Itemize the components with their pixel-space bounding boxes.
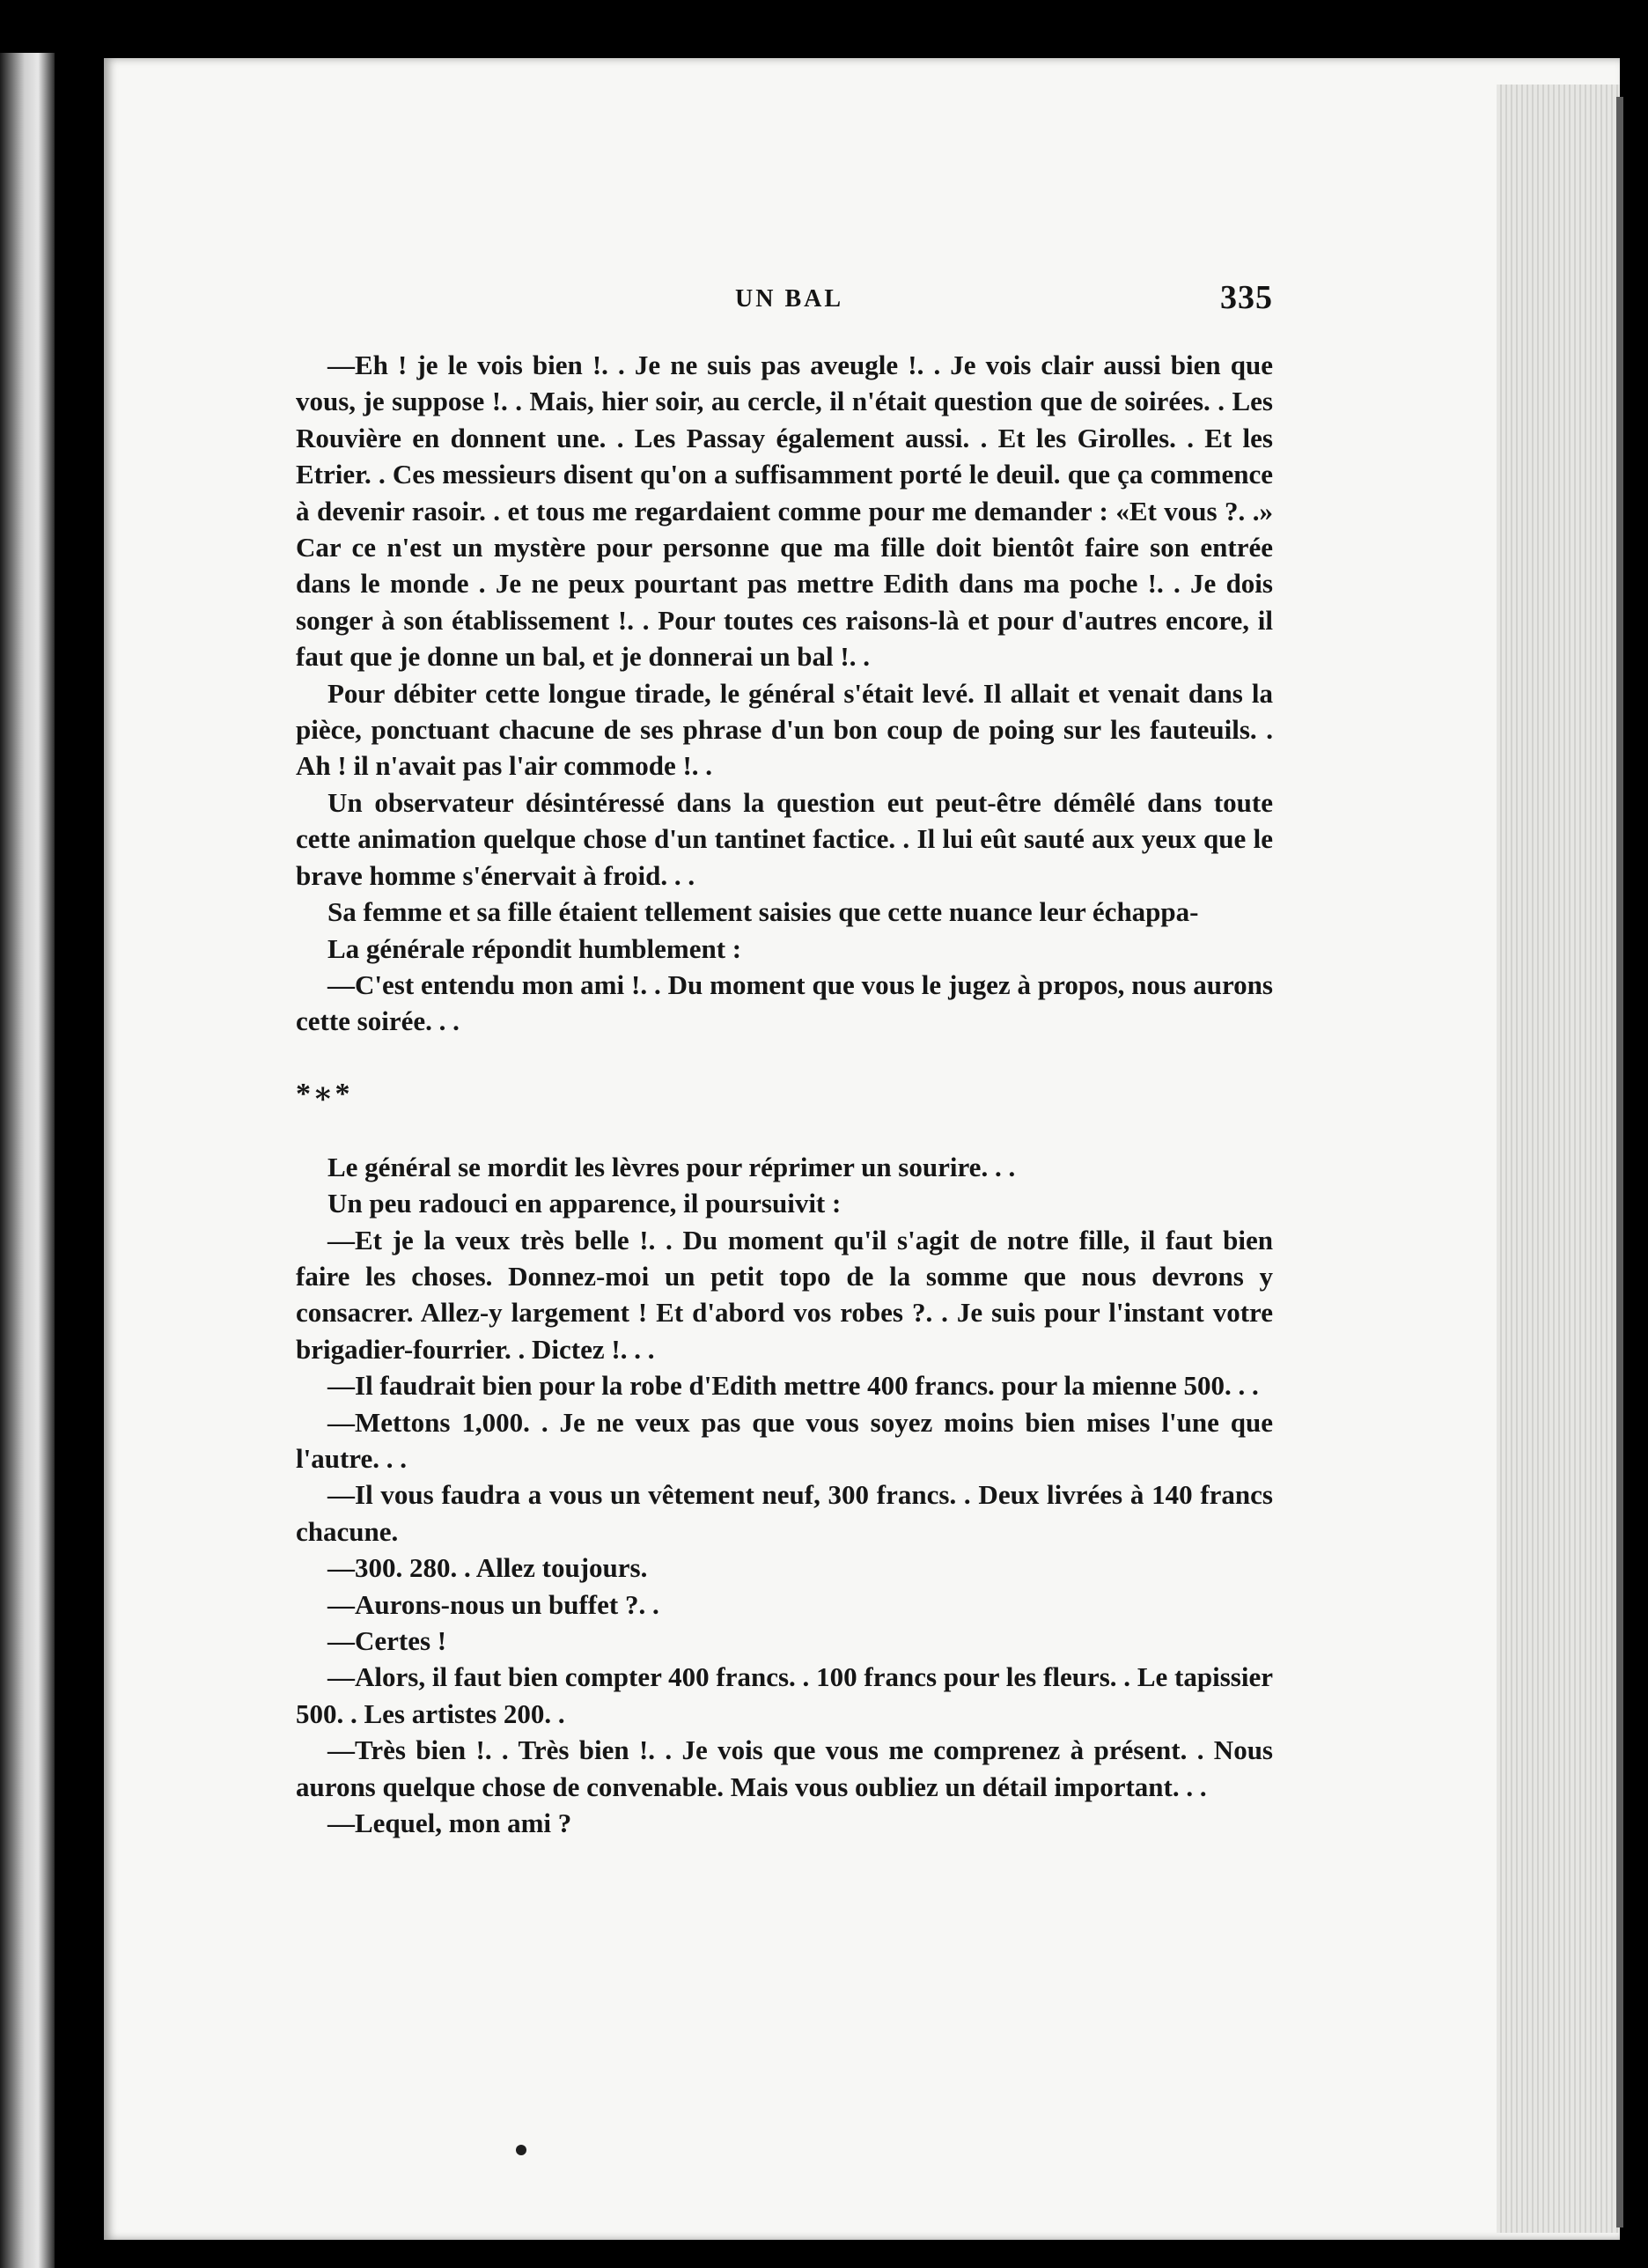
paragraph: Pour débiter cette longue tirade, le général s'était levé. Il allait et venait dans la pièce, ponctuant chacune de ses phrase d'un bon coup de poing sur les fauteuils. . Ah ! il n'avait pas l'air commode !. . <box>296 677 1273 782</box>
page-stack <box>1497 85 1620 2233</box>
paragraph: —Il vous faudra a vous un vêtement neuf, 300 francs. . Deux livrées à 140 francs chacune. <box>296 1479 1273 1547</box>
paragraph: —Eh ! je le vois bien !. . Je ne suis pas aveugle !. . Je vois clair aussi bien que vous, je suppose !. . Mais, hier soir, au cercle, il n'était question que de soirées. . Les Rouvière en donnent une. . Les Passay également aussi. . Et les Girolles. . Et les Etrier. . Ces messieurs disent qu'on a suffisamment porté le deuil. que ça commence à devenir rasoir. . et tous me regardaient comme pour me demander : «Et vous ?. .» Car ce n'est un mystère pour personne que ma fille doit bientôt faire son entrée dans le monde . Je ne peux pourtant pas mettre Edith dans ma poche !. . Je dois songer à son établissement !. . Pour toutes ces raisons-là et pour d'autres encore, il faut que je donne un bal, et je donnerai un bal !. . <box>296 350 1273 673</box>
paragraph: —Aurons-nous un buffet ?. . <box>327 1588 659 1620</box>
running-head <box>296 278 1273 331</box>
section-break-ornament: *∗* <box>296 1077 352 1110</box>
paragraph: Le général se mordit les lèvres pour réprimer un sourire. . . <box>327 1151 1016 1182</box>
paragraph: —Il faudrait bien pour la robe d'Edith mettre 400 francs. pour la mienne 500. . . <box>327 1370 1259 1402</box>
running-title: UN BAL <box>735 285 844 313</box>
body-text <box>296 347 1273 1841</box>
paragraph: Sa femme et sa fille étaient tellement saisies que cette nuance leur échappa- <box>327 896 1199 928</box>
paragraph: La générale répondit humblement : <box>327 932 742 964</box>
paragraph: —Lequel, mon ami ? <box>327 1808 572 1839</box>
paragraph: —Et je la veux très belle !. . Du moment qu'il s'agit de notre fille, il faut bien faire les choses. Donnez-moi un petit topo de la somme que nous devrons y consacrer. Allez-y largement ! Et d'abord vos robes ?. . Je suis pour l'instant votre brigadier-fourrier. . Dictez !. . . <box>296 1224 1273 1365</box>
paragraph: —Alors, il faut bien compter 400 francs. . 100 francs pour les fleurs. . Le tapissier 500. . Les artistes 200. . <box>296 1661 1273 1729</box>
paragraph: —300. 280. . Allez toujours. <box>327 1552 648 1584</box>
paragraph: Un observateur désintéressé dans la question eut peut-être démêlé dans toute cette animation quelque chose d'un tantinet factice. . Il lui eût sauté aux yeux que le brave homme s'énervait à froid. . . <box>296 786 1273 891</box>
ink-speck <box>516 2145 526 2155</box>
paragraph: —C'est entendu mon ami !. . Du moment que vous le jugez à propos, nous aurons cette soirée. . . <box>296 968 1273 1037</box>
facing-page-edge <box>0 53 55 2268</box>
page-stack-edge <box>1616 97 1623 2228</box>
paragraph: Un peu radouci en apparence, il poursuivit : <box>327 1188 842 1219</box>
paragraph: —Très bien !. . Très bien !. . Je vois que vous me comprenez à présent. . Nous aurons quelque chose de convenable. Mais vous oubliez un détail important. . . <box>296 1734 1273 1802</box>
page-number: 335 <box>1220 279 1273 316</box>
paragraph: —Mettons 1,000. . Je ne veux pas que vous soyez moins bien mises l'une que l'autre. . . <box>296 1406 1273 1474</box>
paragraph: —Certes ! <box>327 1625 447 1656</box>
